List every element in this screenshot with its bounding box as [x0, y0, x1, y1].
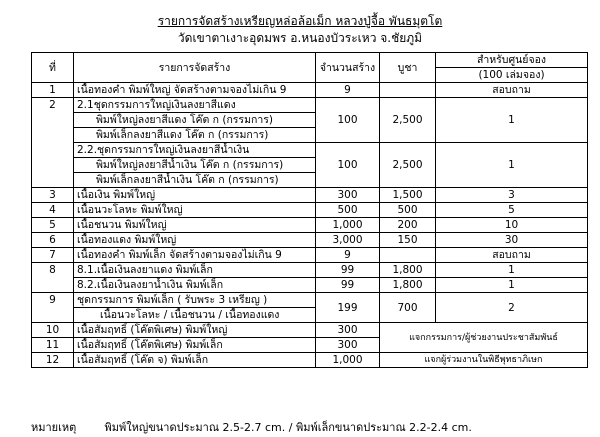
row-price: 150	[380, 233, 436, 248]
row-reserve: 1	[436, 263, 588, 278]
row-price: 500	[380, 203, 436, 218]
row-item: เนื้อชนวน พิมพ์ใหญ่	[74, 218, 316, 233]
merged-distribution-note: แจกกรรมการ/ผู้ช่วยงานประชาสัมพันธ์	[380, 323, 588, 353]
row-qty: 100	[316, 98, 380, 143]
row-qty: 500	[316, 203, 380, 218]
row-qty: 100	[316, 143, 380, 188]
row-price: 2,500	[380, 143, 436, 188]
row-reserve: 5	[436, 203, 588, 218]
document-title: รายการจัดสร้างเหรียญหล่อล้อเม็ก หลวงปู่จื้อ พันธมุตโต	[157, 14, 443, 28]
table-row	[32, 248, 588, 263]
row-price	[380, 83, 436, 98]
row-qty: 9	[316, 83, 380, 98]
row-item: เนื้อนวะโลหะ / เนื้อชนวน / เนื้อทองแดง	[74, 308, 316, 323]
table-row	[32, 203, 588, 218]
row-qty: 3,000	[316, 233, 380, 248]
row-no: 6	[32, 233, 74, 248]
row-no: 5	[32, 218, 74, 233]
row-qty: 300	[316, 323, 380, 338]
row-no: 7	[32, 248, 74, 263]
header-qty: จำนวนสร้าง	[316, 53, 380, 83]
row-reserve: สอบถาม	[436, 83, 588, 98]
header-row	[32, 53, 588, 68]
amulet-table	[31, 52, 588, 368]
row-item: เนื้อสัมฤทธิ์ (โค๊ต จ) พิมพ์เล็ก	[74, 353, 316, 368]
table-row	[32, 263, 588, 278]
table-row	[32, 233, 588, 248]
row-item: 2.2.ชุดกรรมการใหญ่เงินลงยาสีน้ำเงิน	[74, 143, 316, 158]
header-price: บูชา	[380, 53, 436, 83]
row-item: ชุดกรรมการ พิมพ์เล็ก ( รับพระ 3 เหรียญ )	[74, 293, 316, 308]
table-row	[32, 293, 588, 308]
row-no: 2	[32, 98, 74, 188]
row-item: 8.1.เนื้อเงินลงยาแดง พิมพ์เล็ก	[74, 263, 316, 278]
table-row	[32, 98, 588, 113]
row-reserve: 30	[436, 233, 588, 248]
row-item: พิมพ์ใหญ่ลงยาสีน้ำเงิน โค๊ต ก (กรรมการ)	[74, 158, 316, 173]
row-reserve: 1	[436, 143, 588, 188]
row-reserve: 3	[436, 188, 588, 203]
row-price: 200	[380, 218, 436, 233]
table-row	[32, 278, 588, 293]
row-qty: 300	[316, 188, 380, 203]
row-qty: 300	[316, 338, 380, 353]
row-reserve: 2	[436, 293, 588, 323]
row-item: เนื้อทองแดง พิมพ์ใหญ่	[74, 233, 316, 248]
header-reserve-sub: (100 เล่มจอง)	[436, 68, 588, 83]
row-item: 2.1ชุดกรรมการใหญ่เงินลงยาสีแดง	[74, 98, 316, 113]
row-item: เนื้อเงิน พิมพ์ใหญ่	[74, 188, 316, 203]
row-item: เนื้อนวะโลหะ พิมพ์ใหญ่	[74, 203, 316, 218]
row-no: 9	[32, 293, 74, 323]
footnote	[31, 418, 472, 436]
row-qty: 99	[316, 278, 380, 293]
row-reserve: 10	[436, 218, 588, 233]
row-qty: 199	[316, 293, 380, 323]
row-no: 4	[32, 203, 74, 218]
row-item: 8.2.เนื้อเงินลงยาน้ำเงิน พิมพ์เล็ก	[74, 278, 316, 293]
header-item: รายการจัดสร้าง	[74, 53, 316, 83]
row-qty: 1,000	[316, 353, 380, 368]
table-row	[32, 323, 588, 338]
temple-subtitle: วัดเขาตาเงาะอุดมพร อ.หนองบัวระเหว จ.ชัยภูมิ	[177, 31, 423, 45]
row-reserve: 1	[436, 278, 588, 293]
row-price: 700	[380, 293, 436, 323]
table-row	[32, 218, 588, 233]
row-price: 2,500	[380, 98, 436, 143]
merged-ceremony-note: แจกผู้ร่วมงานในพิธีพุทธาภิเษก	[380, 353, 588, 368]
row-price: 1,500	[380, 188, 436, 203]
row-qty: 1,000	[316, 218, 380, 233]
row-item: เนื้อสัมฤทธิ์ (โค๊ตพิเศษ) พิมพ์เล็ก	[74, 338, 316, 353]
row-reserve: 1	[436, 98, 588, 143]
header-reserve: สำหรับศูนย์จอง	[436, 53, 588, 68]
footnote-label: หมายเหตุ	[31, 421, 77, 434]
row-item: พิมพ์ใหญ่ลงยาสีแดง โค๊ต ก (กรรมการ)	[74, 113, 316, 128]
table-row	[32, 83, 588, 98]
header-no: ที่	[32, 53, 74, 83]
row-item: เนื้อทองคำ พิมพ์ใหญ่ จัดสร้างตามจองไม่เกิน 9	[74, 83, 316, 98]
row-item: เนื้อสัมฤทธิ์ (โค๊ตพิเศษ) พิมพ์ใหญ่	[74, 323, 316, 338]
table-row	[32, 143, 588, 158]
row-item: พิมพ์เล็กลงยาสีน้ำเงิน โค๊ต ก (กรรมการ)	[74, 173, 316, 188]
row-price: 1,800	[380, 278, 436, 293]
row-item: เนื้อทองคำ พิมพ์เล็ก จัดสร้างตามจองไม่เกิน 9	[74, 248, 316, 263]
row-no: 1	[32, 83, 74, 98]
row-qty: 9	[316, 248, 380, 263]
row-no: 3	[32, 188, 74, 203]
row-no: 11	[32, 338, 74, 353]
row-item: พิมพ์เล็กลงยาสีแดง โค๊ต ก (กรรมการ)	[74, 128, 316, 143]
footnote-text: พิมพ์ใหญ่ขนาดประมาณ 2.5-2.7 cm. / พิมพ์เล็กขนาดประมาณ 2.2-2.4 cm.	[104, 421, 472, 434]
row-price: 1,800	[380, 263, 436, 278]
row-reserve: สอบถาม	[436, 248, 588, 263]
row-qty: 99	[316, 263, 380, 278]
table-row	[32, 188, 588, 203]
row-no: 10	[32, 323, 74, 338]
row-no: 8	[32, 263, 74, 293]
row-price	[380, 248, 436, 263]
row-no: 12	[32, 353, 74, 368]
table-row	[32, 353, 588, 368]
